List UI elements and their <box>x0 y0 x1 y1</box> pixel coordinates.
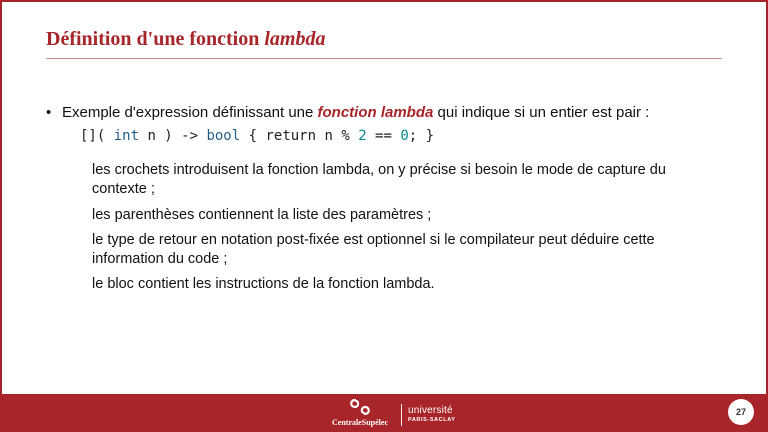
code-part: { return n % <box>240 128 359 144</box>
centralesupelec-mark-icon <box>349 398 371 416</box>
code-part: []( <box>80 128 114 144</box>
code-keyword-int: int <box>113 128 140 144</box>
bullet-item <box>46 104 649 121</box>
universite-logo-text: université <box>408 405 453 416</box>
description-brackets: les crochets introduisent la fonction lambda, on y précise si besoin le mode de capture du contexte ; <box>92 162 666 197</box>
logo-divider <box>401 404 402 426</box>
footer-logos <box>325 398 468 428</box>
footer-bar <box>0 394 768 432</box>
description-block: le bloc contient les instructions de la fonction lambda. <box>92 276 435 292</box>
description-return-type: le type de retour en notation post-fixée est optionnel si le compilateur peut déduire cette information du code ; <box>92 232 655 267</box>
code-number: 2 <box>358 128 367 144</box>
page-number-badge <box>728 399 754 425</box>
centralesupelec-logo-text: CentraleSupélec <box>332 418 388 427</box>
bullet-highlight: fonction lambda <box>317 104 434 121</box>
slide-title <box>46 28 325 51</box>
code-part: n ) -> <box>139 128 207 144</box>
title-divider <box>46 58 722 59</box>
description-parentheses: les parenthèses contiennent la liste des paramètres ; <box>92 207 432 223</box>
title-emphasis: lambda <box>264 28 326 50</box>
paris-saclay-logo-text: PARIS-SACLAY <box>408 417 456 423</box>
code-part: ; } <box>408 128 435 144</box>
bullet-text-after: qui indique si un entier est pair : <box>433 104 650 121</box>
universite-paris-saclay-logo <box>408 398 468 428</box>
bullet-text-before: Exemple d'expression définissant une <box>62 104 318 121</box>
code-number: 0 <box>400 128 409 144</box>
centralesupelec-logo <box>325 398 395 428</box>
code-snippet <box>80 128 434 144</box>
bullet-symbol: • <box>46 104 52 121</box>
code-keyword-bool: bool <box>206 128 241 144</box>
page-number: 27 <box>735 407 746 417</box>
code-part: == <box>366 128 401 144</box>
title-prefix: Définition d'une fonction <box>46 28 265 50</box>
